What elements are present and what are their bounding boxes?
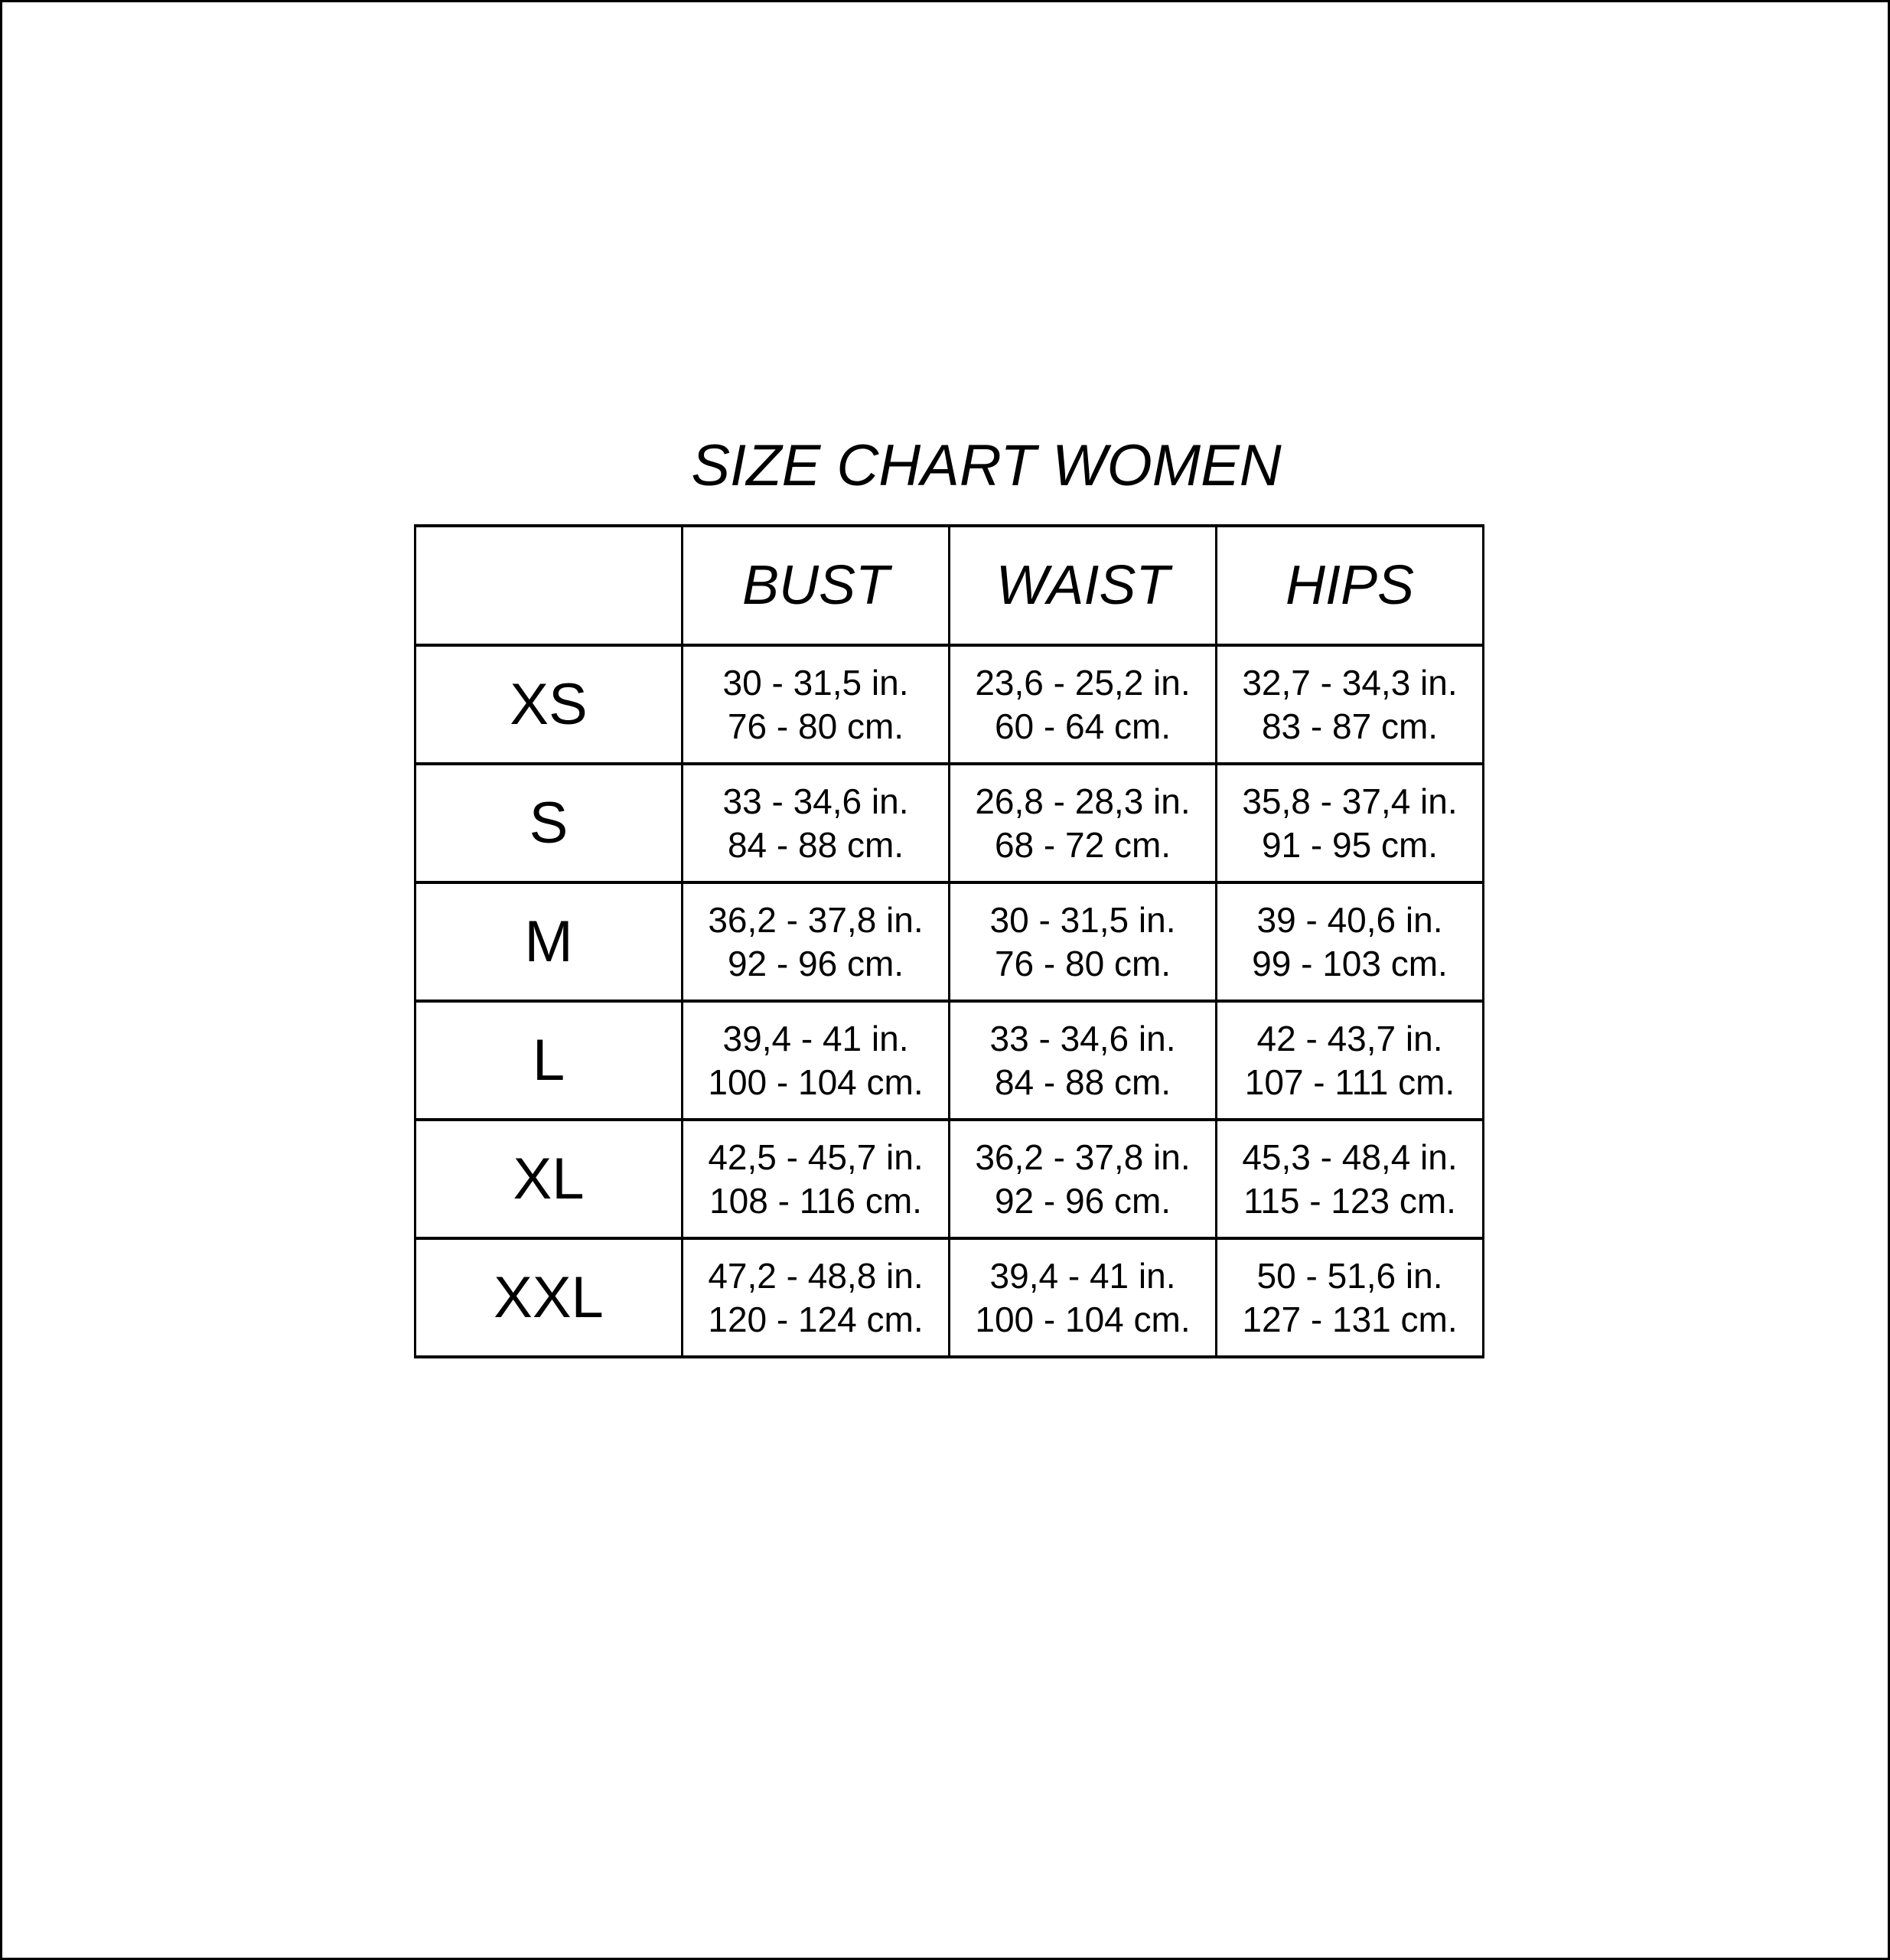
table-row-xxl (415, 1238, 1484, 1357)
xs-waist-cm: 60 - 64 cm. (994, 706, 1171, 746)
xs-waist-cell (950, 645, 1217, 764)
s-hips-inches: 35,8 - 37,4 in. (1242, 781, 1458, 821)
xxl-bust-inches: 47,2 - 48,8 in. (708, 1255, 924, 1296)
xs-waist-inches: 23,6 - 25,2 in. (975, 662, 1191, 703)
xxl-hips-inches: 50 - 51,6 in. (1256, 1255, 1443, 1296)
xxl-waist-inches: 39,4 - 41 in. (989, 1255, 1176, 1296)
column-header-hips: HIPS (1217, 526, 1484, 645)
xl-waist-inches: 36,2 - 37,8 in. (975, 1137, 1191, 1177)
l-hips-inches: 42 - 43,7 in. (1256, 1018, 1443, 1058)
l-hips-cm: 107 - 111 cm. (1244, 1062, 1455, 1102)
xxl-waist-cell (950, 1238, 1217, 1357)
s-waist-cm: 68 - 72 cm. (994, 824, 1171, 865)
m-hips-inches: 39 - 40,6 in. (1256, 899, 1443, 940)
l-waist-inches: 33 - 34,6 in. (989, 1018, 1176, 1058)
m-waist-cm: 76 - 80 cm. (994, 943, 1171, 983)
size-label-xxl: XXL (415, 1238, 683, 1357)
xl-waist-cm: 92 - 96 cm. (994, 1180, 1171, 1221)
xxl-bust-cm: 120 - 124 cm. (708, 1299, 924, 1339)
table-row-xl (415, 1120, 1484, 1238)
xxl-bust-cell (683, 1238, 950, 1357)
s-waist-inches: 26,8 - 28,3 in. (975, 781, 1191, 821)
l-bust-inches: 39,4 - 41 in. (722, 1018, 909, 1058)
m-bust-cm: 92 - 96 cm. (727, 943, 904, 983)
s-hips-cell (1217, 764, 1484, 882)
l-waist-cell (950, 1001, 1217, 1120)
xs-hips-cm: 83 - 87 cm. (1261, 706, 1439, 746)
s-waist-cell (950, 764, 1217, 882)
xl-hips-cm: 115 - 123 cm. (1243, 1180, 1456, 1221)
page-title: SIZE CHART WOMEN (691, 433, 1282, 498)
xl-waist-cell (950, 1120, 1217, 1238)
size-chart-table (414, 524, 1484, 1358)
s-bust-inches: 33 - 34,6 in. (722, 781, 909, 821)
xs-bust-cell (683, 645, 950, 764)
m-hips-cm: 99 - 103 cm. (1252, 943, 1448, 983)
size-label-xs: XS (415, 645, 683, 764)
table-row-m (415, 882, 1484, 1001)
l-hips-cell (1217, 1001, 1484, 1120)
xl-bust-cm: 108 - 116 cm. (709, 1180, 922, 1221)
size-label-xl: XL (415, 1120, 683, 1238)
xs-bust-cm: 76 - 80 cm. (727, 706, 904, 746)
xxl-waist-cm: 100 - 104 cm. (975, 1299, 1191, 1339)
m-waist-cell (950, 882, 1217, 1001)
xxl-hips-cm: 127 - 131 cm. (1242, 1299, 1458, 1339)
m-waist-inches: 30 - 31,5 in. (989, 899, 1176, 940)
table-row-s (415, 764, 1484, 882)
xl-bust-cell (683, 1120, 950, 1238)
s-hips-cm: 91 - 95 cm. (1261, 824, 1439, 865)
column-header-bust: BUST (683, 526, 950, 645)
table-row-l (415, 1001, 1484, 1120)
l-waist-cm: 84 - 88 cm. (994, 1062, 1171, 1102)
l-bust-cell (683, 1001, 950, 1120)
column-header-waist: WAIST (950, 526, 1217, 645)
s-bust-cell (683, 764, 950, 882)
xl-hips-inches: 45,3 - 48,4 in. (1242, 1137, 1458, 1177)
l-bust-cm: 100 - 104 cm. (708, 1062, 924, 1102)
m-bust-cell (683, 882, 950, 1001)
m-hips-cell (1217, 882, 1484, 1001)
s-bust-cm: 84 - 88 cm. (727, 824, 904, 865)
table-row-xs (415, 645, 1484, 764)
xs-bust-inches: 30 - 31,5 in. (722, 662, 909, 703)
header-row (415, 526, 1484, 645)
xl-hips-cell (1217, 1120, 1484, 1238)
size-label-l: L (415, 1001, 683, 1120)
xs-hips-cell (1217, 645, 1484, 764)
m-bust-inches: 36,2 - 37,8 in. (708, 899, 924, 940)
xxl-hips-cell (1217, 1238, 1484, 1357)
xs-hips-inches: 32,7 - 34,3 in. (1242, 662, 1458, 703)
size-label-s: S (415, 764, 683, 882)
size-label-m: M (415, 882, 683, 1001)
xl-bust-inches: 42,5 - 45,7 in. (708, 1137, 924, 1177)
corner-cell (415, 526, 683, 645)
